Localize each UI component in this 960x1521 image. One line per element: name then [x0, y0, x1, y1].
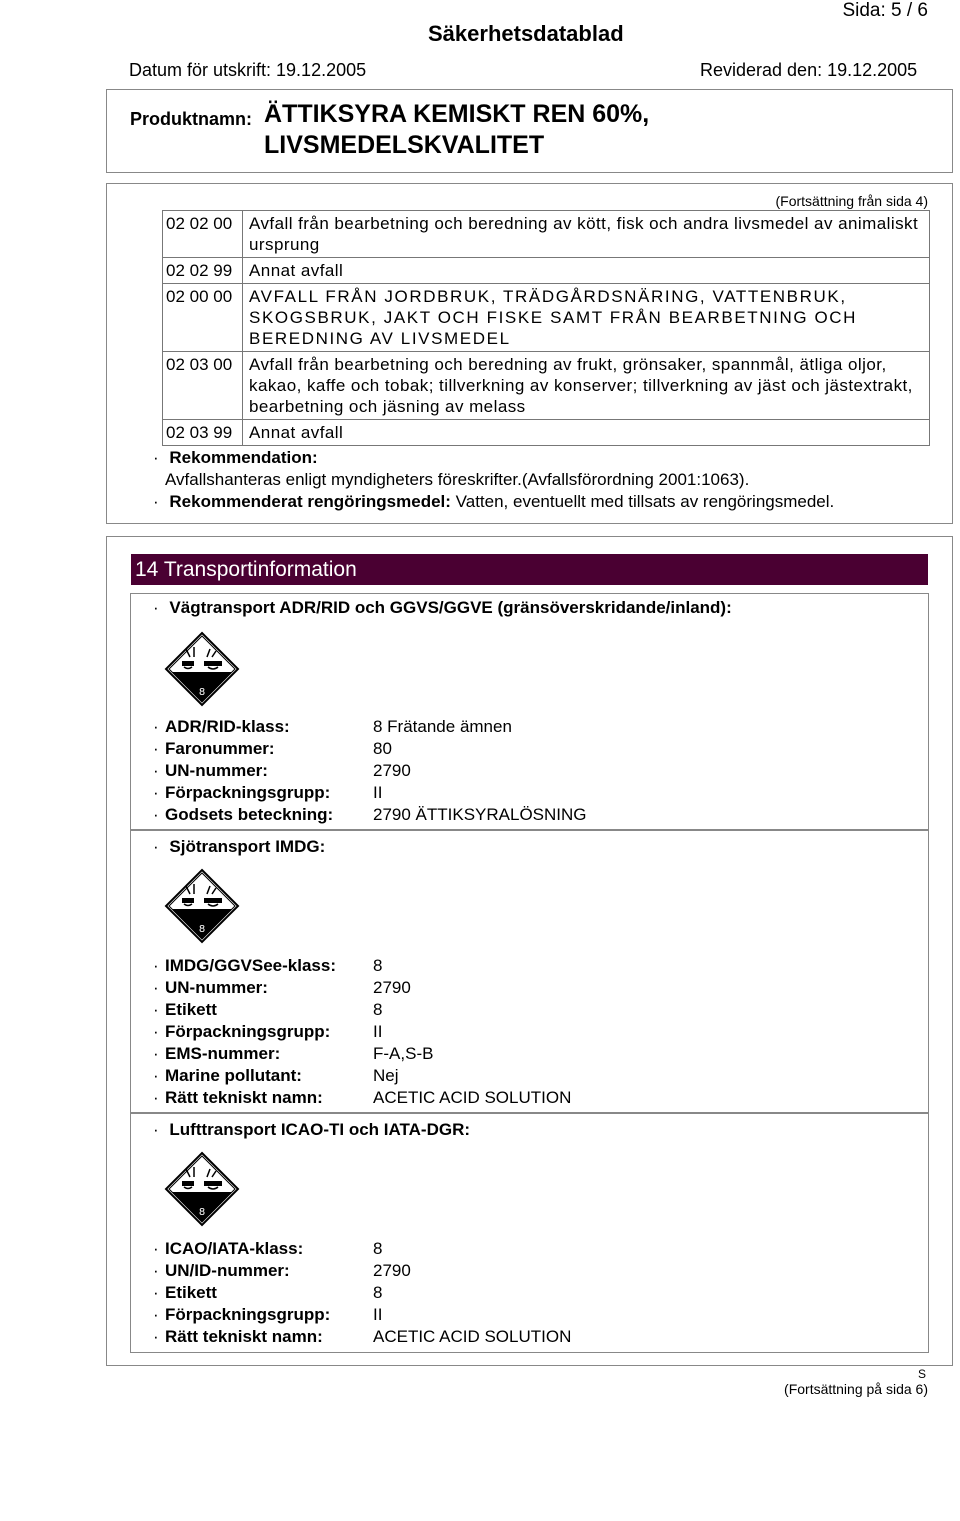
stray-letter: S — [918, 1367, 927, 1381]
bullet: · — [153, 1044, 159, 1063]
svg-text:8: 8 — [198, 1207, 206, 1218]
field-value: 8 — [373, 1239, 383, 1258]
document-title: Säkerhetsdatablad — [428, 21, 624, 46]
field-value: 8 — [373, 1000, 383, 1019]
field-value: 2790 — [373, 978, 411, 997]
field-label: EMS-nummer: — [165, 1044, 281, 1063]
bullet: · — [153, 978, 159, 997]
bullet: · — [153, 1283, 159, 1302]
bullet: · — [153, 837, 159, 856]
road-row — [153, 804, 587, 826]
field-value: II — [373, 783, 383, 802]
field-label: UN-nummer: — [165, 761, 268, 780]
bullet: · — [153, 492, 159, 511]
sea-row — [153, 1087, 571, 1109]
waste-description: Avfall från bearbetning och beredning av frukt, grönsaker, spannmål, ätliga oljor, kakao, kaffe och tobak; tillverkning av konserver; tillverkning av jäst och jästextrakt, bearbetning och jäsning av melass — [249, 355, 913, 416]
recommendation-heading — [153, 448, 318, 468]
bullet: · — [153, 1305, 159, 1324]
road-row — [153, 760, 411, 782]
product-label: Produktnamn: — [130, 109, 253, 129]
field-value: ACETIC ACID SOLUTION — [373, 1088, 572, 1107]
air-heading-text: Lufttransport ICAO-TI och IATA-DGR: — [169, 1120, 471, 1139]
field-value: II — [373, 1022, 383, 1041]
sea-row — [153, 1065, 399, 1087]
field-value: Nej — [373, 1066, 399, 1085]
bullet: · — [153, 739, 159, 758]
air-transport-heading — [153, 1120, 470, 1140]
waste-code: 02 03 00 — [163, 352, 243, 419]
field-value: 80 — [373, 739, 392, 758]
cleaning-agent — [153, 492, 834, 512]
field-label: Förpackningsgrupp: — [165, 1022, 331, 1041]
svg-text:8: 8 — [198, 687, 206, 698]
field-value: F-A,S-B — [373, 1044, 434, 1063]
bullet: · — [153, 1239, 159, 1258]
field-value: 8 Frätande ämnen — [373, 717, 512, 736]
road-row — [153, 738, 392, 760]
bullet: · — [153, 1327, 159, 1346]
table-row — [163, 258, 929, 284]
product-name-line1: ÄTTIKSYRA KEMISKT REN 60%, — [264, 100, 650, 128]
bullet: · — [153, 1088, 159, 1107]
table-row — [163, 420, 929, 446]
waste-description: AVFALL FRÅN JORDBRUK, TRÄDGÅRDSNÄRING, VATTENBRUK, SKOGSBRUK, JAKT OCH FISKE SAMT FRÅN BEARBETNING OCH BEREDNING AV LIVSMEDEL — [249, 287, 858, 348]
bullet: · — [153, 805, 159, 824]
product-name-box — [106, 89, 953, 173]
waste-description: Annat avfall — [249, 423, 344, 442]
bullet: · — [153, 1022, 159, 1041]
road-heading-text: Vägtransport ADR/RID och GGVS/GGVE (gränsöverskridande/inland): — [169, 598, 732, 617]
waste-code: 02 00 00 — [163, 284, 243, 351]
field-label: ADR/RID-klass: — [165, 717, 290, 736]
cleaning-text: Vatten, eventuellt med tillsats av rengöringsmedel. — [455, 492, 835, 511]
cleaning-label: Rekommenderat rengöringsmedel: — [169, 492, 451, 511]
bullet: · — [153, 598, 159, 617]
field-label: Godsets beteckning: — [165, 805, 334, 824]
corrosive-hazard-icon — [164, 1151, 240, 1232]
waste-code-table — [162, 210, 930, 446]
recommendation-label: Rekommendation: — [169, 448, 318, 467]
page-number: Sida: 5 / 6 — [842, 0, 928, 21]
field-value: 8 — [373, 956, 383, 975]
sea-row — [153, 977, 411, 999]
table-row — [163, 211, 929, 258]
field-label: ICAO/IATA-klass: — [165, 1239, 304, 1258]
sea-row — [153, 955, 382, 977]
product-name-line2: LIVSMEDELSKVALITET — [264, 131, 545, 159]
print-date: Datum för utskrift: 19.12.2005 — [129, 60, 367, 80]
bullet: · — [153, 1261, 159, 1280]
road-row — [153, 782, 382, 804]
field-label: Etikett — [165, 1283, 217, 1302]
air-row — [153, 1238, 382, 1260]
waste-code: 02 02 00 — [163, 211, 243, 257]
field-label: Förpackningsgrupp: — [165, 783, 331, 802]
field-label: Marine pollutant: — [165, 1066, 302, 1085]
sea-row — [153, 1043, 433, 1065]
field-label: Rätt tekniskt namn: — [165, 1327, 323, 1346]
field-label: Förpackningsgrupp: — [165, 1305, 331, 1324]
field-value: 2790 — [373, 761, 411, 780]
waste-description: Annat avfall — [249, 261, 344, 280]
field-value: II — [373, 1305, 383, 1324]
air-row — [153, 1304, 382, 1326]
road-row — [153, 716, 512, 738]
svg-text:8: 8 — [198, 924, 206, 935]
waste-description: Avfall från bearbetning och beredning av kött, fisk och andra livsmedel av animaliskt ursprung — [249, 214, 919, 254]
field-value: 8 — [373, 1283, 383, 1302]
bullet: · — [153, 448, 159, 467]
table-row — [163, 284, 929, 352]
sea-transport-heading — [153, 837, 325, 857]
revised-date: Reviderad den: 19.12.2005 — [700, 60, 918, 80]
sea-row — [153, 1021, 382, 1043]
sea-row — [153, 999, 382, 1021]
sea-heading-text: Sjötransport IMDG: — [169, 837, 326, 856]
field-value: 2790 — [373, 1261, 411, 1280]
section-14-title: 14 Transportinformation — [131, 554, 928, 585]
field-label: Faronummer: — [165, 739, 275, 758]
bullet: · — [153, 1000, 159, 1019]
continued-on-note: (Fortsättning på sida 6) — [784, 1381, 928, 1397]
field-label: UN/ID-nummer: — [165, 1261, 290, 1280]
continued-from-note: (Fortsättning från sida 4) — [775, 193, 928, 209]
bullet: · — [153, 1066, 159, 1085]
air-row — [153, 1326, 571, 1348]
field-label: IMDG/GGVSee-klass: — [165, 956, 337, 975]
bullet: · — [153, 1120, 159, 1139]
bullet: · — [153, 956, 159, 975]
table-row — [163, 352, 929, 420]
air-row — [153, 1282, 382, 1304]
waste-code: 02 02 99 — [163, 258, 243, 283]
road-transport-heading — [153, 598, 732, 618]
bullet: · — [153, 761, 159, 780]
field-value: 2790 ÄTTIKSYRALÖSNING — [373, 805, 587, 824]
waste-code: 02 03 99 — [163, 420, 243, 445]
field-label: Etikett — [165, 1000, 217, 1019]
corrosive-hazard-icon — [164, 631, 240, 712]
bullet: · — [153, 783, 159, 802]
recommendation-text: Avfallshanteras enligt myndigheters föreskrifter.(Avfallsförordning 2001:1063). — [165, 470, 750, 489]
field-label: Rätt tekniskt namn: — [165, 1088, 323, 1107]
corrosive-hazard-icon — [164, 868, 240, 949]
field-label: UN-nummer: — [165, 978, 268, 997]
field-value: ACETIC ACID SOLUTION — [373, 1327, 572, 1346]
air-row — [153, 1260, 411, 1282]
bullet: · — [153, 717, 159, 736]
